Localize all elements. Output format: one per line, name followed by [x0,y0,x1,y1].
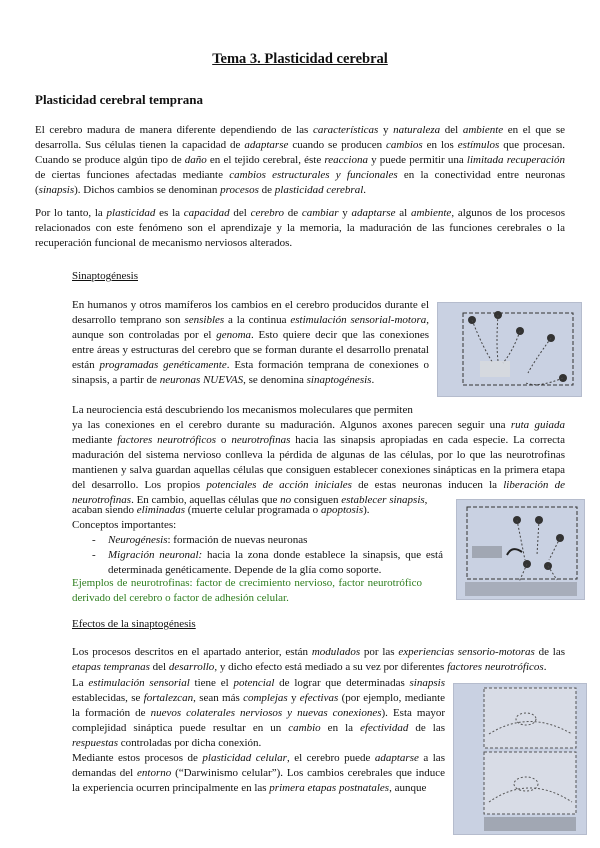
italic-text: no [280,494,292,506]
italic-text: limitada recuperación [466,154,565,166]
subheading-sinaptogenesis: Sinaptogénesis [72,270,138,282]
text-segment: de ciertas funciones afectadas mediante [35,169,230,181]
text-segment: de las [534,646,566,658]
list-bullet: - [92,549,96,561]
paragraph [72,676,445,751]
italic-text: neurotrofinas [231,434,291,446]
text-segment: de [283,207,302,219]
paragraph [72,503,442,518]
text-segment: ya las conexiones en el cerebro durante su maduración. Algunos axones parecen seguir una [72,419,511,431]
paragraph [35,123,565,198]
text-segment: cuando se producen [288,139,387,151]
italic-text: daño [184,154,207,166]
italic-text: cerebro [250,207,284,219]
text-segment: establecidas, se [72,692,144,704]
text-segment: en la [320,722,361,734]
text-segment: (por ejemplo, mediante la formación de [72,692,446,719]
italic-text: características [312,124,379,136]
italic-text: entorno [137,767,172,779]
italic-text: estimulación sensorial-motora [290,314,427,326]
text-segment: La [72,677,89,689]
text-segment: (muerte celular programada o [185,504,321,516]
neurotrophin-examples-note [72,576,422,606]
text-segment: en la conectividad entre neuronas ( [35,169,565,196]
paragraph [72,751,445,796]
paragraph [72,403,472,418]
italic-text: complejas [243,692,288,704]
text-segment: Mediante estos procesos de [72,752,203,764]
text-segment: y [338,207,352,219]
text-segment: . [363,184,367,196]
italic-text: factores neurotróficos [447,661,544,673]
text-segment: y [378,124,394,136]
paragraph [35,206,565,251]
text-segment: , el cerebro puede [286,752,375,764]
italic-text: adaptarse [351,207,396,219]
italic-text: adaptarse [374,752,419,764]
text-segment: En humanos y otros mamíferos los cambios en el cerebro producidos durante el desarrollo temprano son [72,299,429,326]
figure-stimulation-diagram [453,683,587,835]
text-segment: en el tejido cerebral, éste [206,154,325,166]
text-segment: y puede permitir una [367,154,467,166]
text-segment: a las demandas del [72,752,445,779]
text-segment: de las [408,722,445,734]
text-segment: . Esta formación temprana de conexiones o sinapsis, a partir de [72,359,429,386]
italic-text: efectividad [360,722,409,734]
italic-text: sensibles [184,314,225,326]
italic-text: plasticidad celular [202,752,287,764]
text-segment: , sean más [193,692,244,704]
italic-text: sinapsis [38,184,75,196]
concepts-label [72,518,176,533]
italic-text: programadas genéticamente [99,359,227,371]
paragraph [72,298,429,388]
text-segment: Conceptos importantes: [72,519,177,531]
italic-text: factores neurotróficos [117,434,217,446]
list-item [108,548,443,578]
italic-text: ambiente [410,207,452,219]
text-segment: , aunque son controladas por el [72,314,429,341]
text-segment: : formación de nuevas neuronas [167,534,308,546]
text-segment: , algunos de los procesos relacionados con este fenómeno son el aprendizaje y la memoria, la maduración de las funciones cerebrales o la recuperación funcional de mecanismo nerviosos alterados. [35,207,565,249]
list-item [108,533,443,548]
paragraph [72,645,565,675]
text-segment: Por lo tanto, la [35,207,107,219]
italic-text: plasticidad [106,207,156,219]
italic-text: respuestas [72,737,119,749]
italic-text: capacidad [183,207,230,219]
italic-text: Neurogénesis [108,534,168,546]
text-segment: del [229,207,251,219]
italic-text: desarrollo [168,661,215,673]
italic-text: eliminadas [136,504,186,516]
italic-text: cambios estructurales y funcionales [229,169,398,181]
text-segment: de [258,184,275,196]
text-segment: tiene el [189,677,234,689]
text-segment: que procesan. Cuando se produce algún tipo de [35,139,565,166]
italic-text: cambiar [301,207,339,219]
italic-text: sinaptogénesis [306,374,372,386]
italic-text: procesos [220,184,259,196]
italic-text: Migración neuronal: [108,549,203,561]
text-segment: , [424,494,428,506]
text-segment: al [395,207,411,219]
text-segment: mediante [72,434,118,446]
italic-text: primera etapas postnatales [269,782,390,794]
text-segment: consiguen [291,494,342,506]
text-segment: del [440,124,463,136]
text-segment: controladas por dicha conexión. [118,737,262,749]
text-segment: a la continua [224,314,291,326]
italic-text: potencial [233,677,275,689]
italic-text: naturaleza [393,124,441,136]
text-segment: . Esto quiere decir que las conexiones entre áreas y estructuras del cerebro que se forman durante el desarrollo prenatal están [72,329,430,371]
subheading-efectos: Efectos de la sinaptogénesis [72,618,196,630]
italic-text: apoptosis [320,504,364,516]
italic-text: estimulación sensorial [88,677,190,689]
text-segment: ). [363,504,370,516]
text-segment: por las [360,646,399,658]
text-segment: , se denomina [243,374,307,386]
italic-text: efectivas [299,692,339,704]
italic-text: nuevos colaterales nerviosos y nuevas conexiones [150,707,382,719]
text-segment: La neurociencia está descubriendo los mecanismos moleculares que permiten [72,404,413,416]
text-segment: Ejemplos de neurotrofinas: factor de crecimiento nervioso, factor neurotrófico derivado del cerebro o factor de adhesión celular. [72,577,422,604]
text-segment: . En cambio, aquellas células que [131,494,281,506]
italic-text: potenciales de acción iniciales [206,479,352,491]
text-segment: Los procesos descritos en el apartado anterior, están [72,646,312,658]
italic-text: ambiente [462,124,504,136]
document-title: Tema 3. Plasticidad cerebral [212,51,388,67]
italic-text: modulados [311,646,361,658]
italic-text: cambio [288,722,321,734]
text-segment: acaban siendo [72,504,137,516]
text-segment: , aunque [389,782,427,794]
text-segment: de estas neuronas inducen la [351,479,504,491]
figure-synapse-diagram-b [456,499,585,600]
italic-text: etapas tempranas [72,661,150,673]
italic-text: experiencias sensorio-motoras [398,646,535,658]
text-segment: o [216,434,232,446]
italic-text: adaptarse [244,139,289,151]
text-segment: hacia la zona donde establece la sinapsis, que está determinada genéticamente. Depende de la glía como soporte. [108,549,443,576]
text-segment: ). Esta mayor complejidad sináptica puede resultar en un [72,707,445,734]
text-segment: El cerebro madura de manera diferente dependiendo de las [35,124,313,136]
italic-text: estímulos [457,139,500,151]
italic-text: liberación de neurotrofinas [72,479,565,506]
text-segment: (“Darwinismo celular”). Los cambios cerebrales que induce la experiencia ocurren principalmente en las [72,767,445,794]
italic-text: ruta guiada [510,419,565,431]
text-segment: . [543,661,547,673]
section-heading: Plasticidad cerebral temprana [35,92,204,107]
paragraph [72,418,565,508]
italic-text: neuronas NUEVAS [159,374,244,386]
text-segment: ). Dichos cambios se denominan [74,184,221,196]
italic-text: genoma [216,329,252,341]
italic-text: establecer sinapsis [341,494,425,506]
text-segment: en los [422,139,458,151]
text-segment: hacia las sinapsis apropiadas en cada especie. La correcta maduración del sistema nervioso conlleva la pérdida de algunas de las células, por lo que las neurotrofinas mantienen y salva guardan aquellas células que consiguen establecer conexiones sinápticas en la primera etapa del desarrollo. Los propios [72,434,565,491]
text-segment: en el que se desarrolla. Sus células tienen la capacidad de [35,124,566,151]
text-segment: de lograr que determinadas [274,677,410,689]
italic-text: sinapsis [409,677,445,689]
text-segment: y [287,692,300,704]
figure-synapse-diagram-a [437,302,582,397]
italic-text: reacciona [324,154,368,166]
italic-text: plasticidad cerebral [274,184,364,196]
text-segment: es la [155,207,184,219]
italic-text: cambios [386,139,423,151]
italic-text: fortalezcan [143,692,194,704]
text-segment: , y dicho efecto está mediado a su vez por diferentes [214,661,448,673]
list-bullet: - [92,534,96,546]
text-segment: del [149,661,169,673]
text-segment: . [371,374,375,386]
